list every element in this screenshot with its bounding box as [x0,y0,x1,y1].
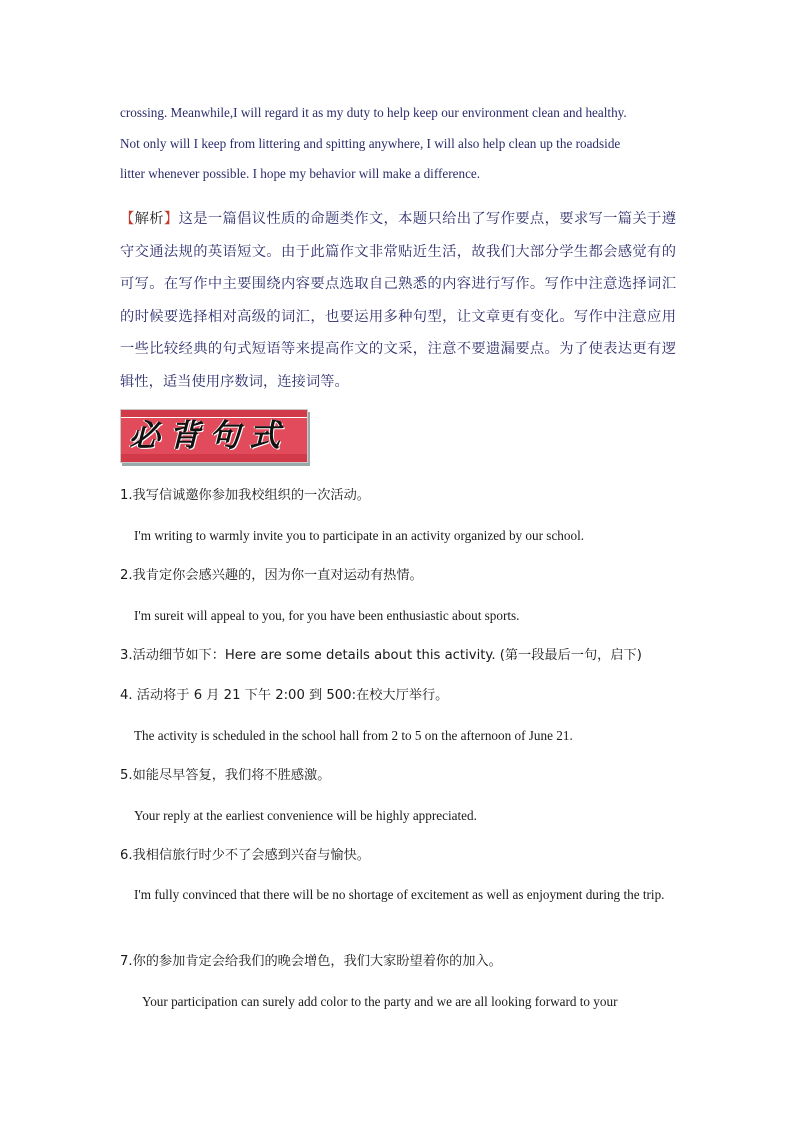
analysis-paragraph [120,203,676,399]
sentence-en: Your participation can surely add color to the party and we are all looking forward to your [142,994,618,1009]
sentence-list [120,482,676,1028]
sentence-en: Your reply at the earliest convenience will be highly appreciated. [134,808,477,823]
sentence-cn: 4. 活动将于 6 月 21 下午 2:00 到 500:在校大厅举行。 [120,688,449,703]
banner-stripe-top [121,410,307,417]
sentence-cn: 6.我相信旅行时少不了会感到兴奋与愉快。 [120,848,370,863]
sentence-cn: 1.我写信诚邀你参加我校组织的一次活动。 [120,488,370,503]
essay-line: crossing. Meanwhile,I will regard it as my duty to help keep our environment clean and healthy. [120,105,627,120]
banner-title-box [121,418,307,454]
banner-title: 必背句式 [129,418,289,454]
section-banner [120,409,308,463]
sentence-cn: 2.我肯定你会感兴趣的，因为你一直对运动有热情。 [120,568,423,583]
sentence-en: I'm writing to warmly invite you to participate in an activity organized by our school. [134,528,585,543]
essay-tail [120,98,674,190]
sentence-en: The activity is scheduled in the school hall from 2 to 5 on the afternoon of June 21. [134,728,573,743]
sentence-cn: 5.如能尽早答复，我们将不胜感激。 [120,768,331,783]
analysis-text: 这是一篇倡议性质的命题类作文，本题只给出了写作要点，要求写一篇关于遵守交通法规的英语短文。由于此篇作文非常贴近生活，故我们大部分学生都会感觉有的可写。在写作中主要围绕内容要点选取自己熟悉的内容进行写作。写作中注意选择词汇的时候要选择相对高级的词汇，也要运用多种句型，让文章更有变化。写作中注意应用一些比较经典的句式短语等来提高作文的文采，注意不要遗漏要点。为了使表达更有逻辑性，适当使用序数词，连接词等。 [120,211,676,390]
banner-stripe-bottom [121,454,307,462]
sentence-en: I'm sureit will appeal to you, for you have been enthusiastic about sports. [134,608,520,623]
essay-line: Not only will I keep from littering and spitting anywhere, I will also help clean up the roadside [120,135,621,151]
essay-line: litter whenever possible. I hope my behavior will make a difference. [120,166,481,181]
sentence-cn: 7.你的参加肯定会给我们的晚会增色，我们大家盼望着你的加入。 [120,954,502,969]
sentence-en: I'm fully convinced that there will be no shortage of excitement as well as enjoyment during the trip. [134,887,665,902]
analysis-label: 【解析】 [120,211,179,227]
sentence-cn: 3.活动细节如下：Here are some details about this activity. (第一段最后一句，启下) [120,648,642,663]
